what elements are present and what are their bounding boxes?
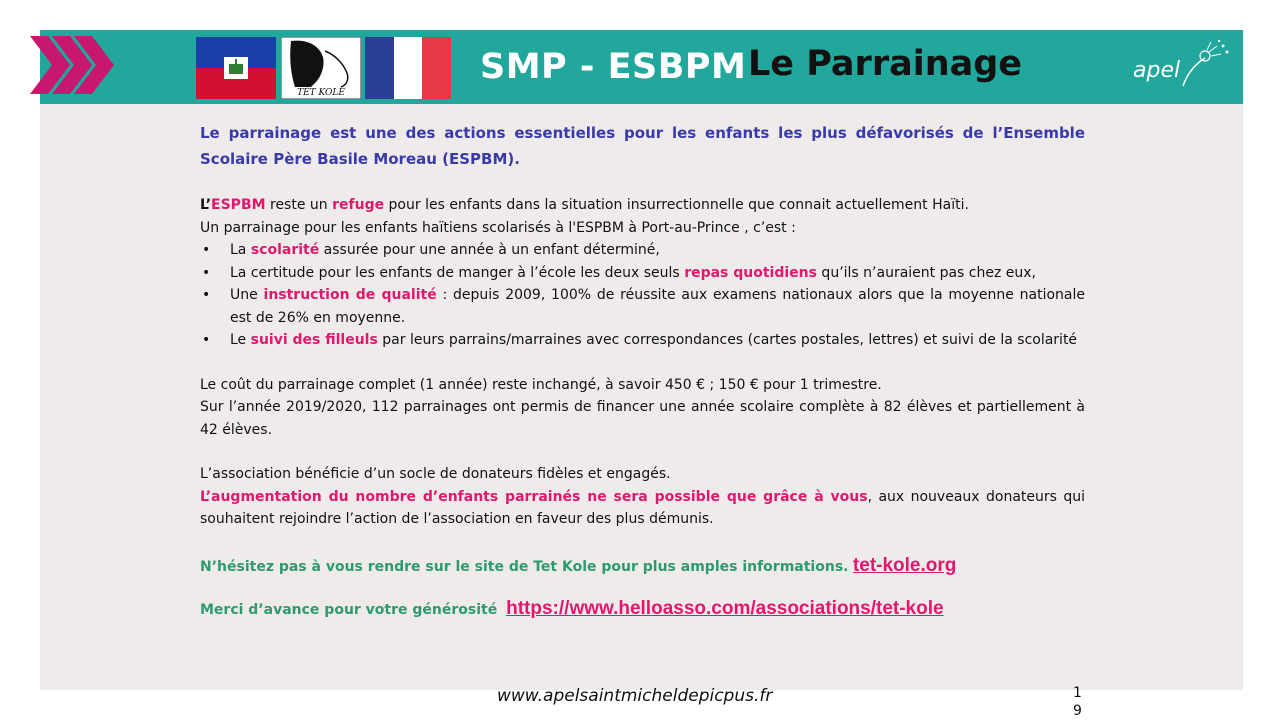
refuge-highlight: refuge — [332, 197, 385, 213]
refuge-paragraph — [200, 194, 1085, 217]
augment-rest: , aux nouveaux donateurs qui souhaitent rejoindre l’action de l’association en faveur des plus démunis. — [200, 488, 1085, 527]
augment-paragraph — [200, 486, 1085, 531]
augment-highlight: L’augmentation du nombre d’enfants parrainés ne sera possible que grâce à vous — [200, 488, 868, 505]
apel-logo-text: apel — [1133, 58, 1181, 83]
page-number: 19 — [1073, 685, 1082, 719]
association-paragraph: L’association bénéficie d’un socle de donateurs fidèles et engagés. — [200, 466, 671, 482]
year-paragraph: Sur l’année 2019/2020, 112 parrainages ont permis de financer une année scolaire complète à 82 élèves et partiellement à 42 élèves. — [200, 399, 1085, 438]
benefits-list — [200, 239, 1085, 352]
tet-kole-logo-text: TÈT KOLE — [297, 88, 345, 98]
refuge-rest: pour les enfants dans la situation insurrectionnelle que connait actuellement Haïti. — [384, 197, 969, 213]
donation-cta-text: Merci d’avance pour votre générosité — [200, 602, 498, 618]
page-title: SMP - ESBPM — [480, 47, 747, 87]
intro-paragraph: Le parrainage est une des actions essentielles pour les enfants les plus défavorisés de l’Ensemble Scolaire Père Basile Moreau (ESPBM). — [200, 124, 1085, 168]
website-cta — [200, 555, 1085, 579]
haiti-flag-icon — [196, 37, 276, 99]
list-item: • Une instruction de qualité : depuis 2009, 100% de réussite aux examens nationaux alors que la moyenne nationale est de 26% en moyenne. — [200, 284, 1085, 329]
footer-url: www.apelsaintmicheldepicpus.fr — [497, 686, 773, 706]
list-item: • Le suivi des filleuls par leurs parrains/marraines avec correspondances (cartes postales, lettres) et suivi de la scolarité — [200, 329, 1085, 352]
tet-kole-logo — [281, 37, 361, 99]
list-item: • La scolarité assurée pour une année à un enfant déterminé, — [200, 239, 1085, 262]
sponsorship-intro: Un parrainage pour les enfants haïtiens scolarisés à l'ESPBM à Port-au-Prince , c’est : — [200, 219, 796, 236]
helloasso-link[interactable]: https://www.helloasso.com/associations/tet-kole — [506, 598, 944, 619]
espbm-highlight: ESPBM — [211, 197, 266, 213]
body-text — [200, 120, 1085, 622]
list-item: • La certitude pour les enfants de manger à l’école les deux seuls repas quotidiens qu’ils n’auraient pas chez eux, — [200, 262, 1085, 285]
website-cta-text: N’hésitez pas à vous rendre sur le site de Tet Kole pour plus amples informations. — [200, 558, 849, 575]
refuge-prefix: L’ — [200, 197, 212, 213]
chevrons-icon — [30, 36, 116, 94]
cost-paragraph: Le coût du parrainage complet (1 année) reste inchangé, à savoir 450 € ; 150 € pour 1 trimestre. — [200, 376, 882, 393]
tet-kole-link[interactable]: tet-kole.org — [852, 554, 957, 576]
donation-cta — [200, 598, 1085, 622]
page-subtitle: Le Parrainage — [748, 44, 1023, 84]
france-flag-icon — [365, 37, 451, 99]
refuge-mid: reste un — [265, 197, 333, 213]
